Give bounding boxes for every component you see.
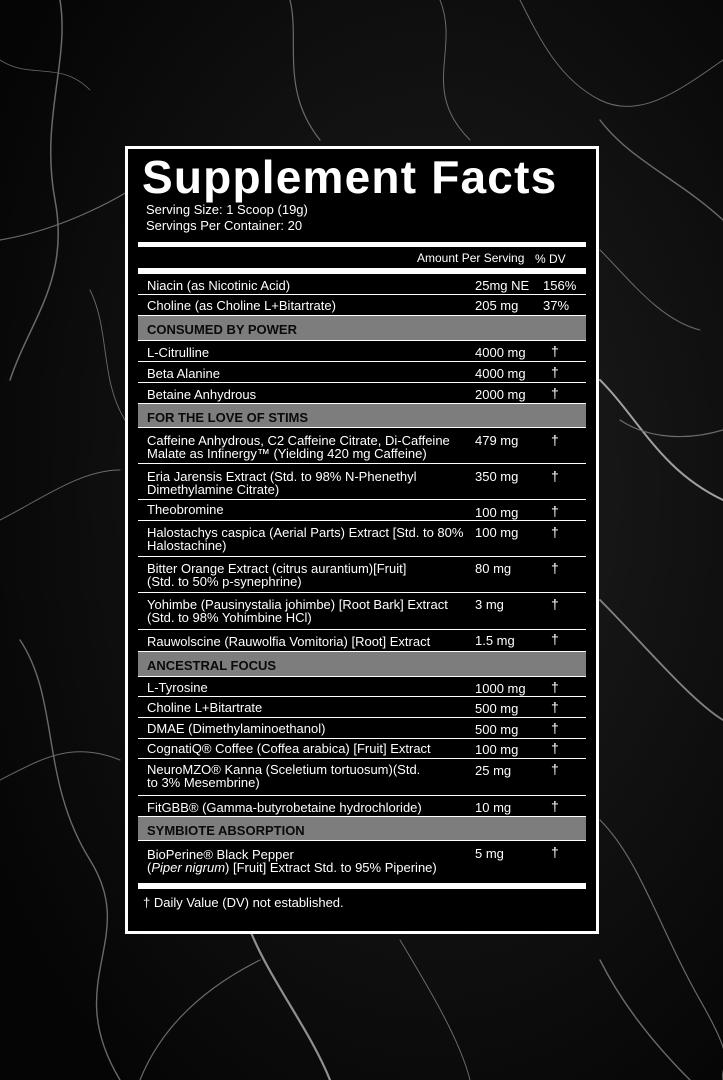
name-line-2: Malate as Infinergy™ (Yielding 420 mg Caffeine) [147, 446, 427, 461]
ingredient-name: Choline (as Choline L+Bitartrate) [147, 298, 336, 313]
section-title: SYMBIOTE ABSORPTION [147, 823, 305, 838]
name-line-2: Halostachine) [147, 538, 227, 553]
panel-title: Supplement Facts [142, 151, 558, 203]
table-row [138, 428, 586, 464]
servings-per-container: Servings Per Container: 20 [146, 218, 303, 233]
table-row [138, 697, 586, 718]
ingredient-name: Theobromine [147, 502, 224, 517]
divider-heavy [138, 883, 586, 889]
column-dv-label: % DV [535, 252, 566, 266]
ingredient-name [147, 562, 467, 588]
name-line-1: Caffeine Anhydrous, C2 Caffeine Citrate, Di-Caffeine [147, 433, 450, 448]
table-row [138, 274, 586, 295]
table-row [138, 630, 586, 652]
table-row [138, 500, 586, 521]
ingredient-amount: 350 mg [475, 469, 519, 484]
section-title: CONSUMED BY POWER [147, 322, 297, 337]
dagger-mark: † [551, 679, 559, 695]
ingredient-name: L-Citrulline [147, 345, 210, 360]
name-line-2-rest: ) [Fruit] Extract Std. to 95% Piperine) [225, 860, 437, 875]
section-header [138, 652, 586, 677]
dagger-mark: † [551, 798, 559, 814]
section-header [138, 817, 586, 841]
section-title: ANCESTRAL FOCUS [147, 658, 277, 673]
supplement-facts-panel [125, 146, 599, 934]
table-row [138, 341, 586, 362]
ingredient-name: Beta Alanine [147, 366, 221, 381]
ingredient-amount: 5 mg [475, 846, 504, 861]
section-title: FOR THE LOVE OF STIMS [147, 410, 309, 425]
ingredient-name [147, 763, 467, 789]
table-row [138, 464, 586, 500]
ingredient-amount: 10 mg [475, 800, 512, 815]
ingredient-name [147, 598, 467, 624]
dagger-mark: † [551, 720, 559, 736]
ingredient-amount: 500 mg [475, 722, 519, 737]
table-row [138, 759, 586, 796]
name-line-1: NeuroMZO® Kanna (Sceletium tortuosum)(Std. [147, 762, 421, 777]
table-row [138, 841, 586, 883]
serving-info [146, 202, 586, 234]
table-row [138, 677, 586, 697]
dagger-mark: † [551, 631, 559, 647]
dagger-mark: † [551, 844, 559, 860]
ingredient-amount: 100 mg [475, 505, 519, 520]
name-line-1: Yohimbe (Pausinystalia johimbe) [Root Bark] Extract [147, 597, 448, 612]
ingredient-name: CognatiQ® Coffee (Coffea arabica) [Fruit] Extract [147, 741, 431, 756]
ingredient-name [147, 470, 467, 496]
table-row [138, 362, 586, 383]
ingredient-amount: 479 mg [475, 433, 519, 448]
ingredient-name [147, 526, 467, 552]
dagger-mark: † [551, 560, 559, 576]
table-row [138, 593, 586, 630]
table-row [138, 557, 586, 593]
name-line-2: (Std. to 50% p-synephrine) [147, 574, 302, 589]
dagger-mark: † [551, 503, 559, 519]
ingredient-amount: 205 mg [475, 298, 519, 313]
dagger-mark: † [551, 343, 559, 359]
column-amount-label: Amount Per Serving [417, 251, 525, 265]
table-row [138, 383, 586, 404]
name-line-2: Dimethylamine Citrate) [147, 482, 280, 497]
ingredient-amount: 1.5 mg [475, 633, 515, 648]
ingredient-name: DMAE (Dimethylaminoethanol) [147, 721, 326, 736]
ingredient-name: L-Tyrosine [147, 680, 208, 695]
column-header [138, 247, 586, 268]
dagger-mark: † [551, 699, 559, 715]
name-line-2: to 3% Mesembrine) [147, 775, 260, 790]
ingredient-name: BioPerine® Black Pepper (Piper nigrum) [Fruit] Extract Std. to 95% Piperine) [147, 847, 437, 875]
ingredient-amount: 25 mg [475, 763, 512, 778]
ingredient-name: Choline L+Bitartrate [147, 700, 263, 715]
ingredient-amount: 4000 mg [475, 345, 526, 360]
dagger-mark: † [551, 740, 559, 756]
ingredient-amount: 500 mg [475, 701, 519, 716]
dagger-mark: † [551, 385, 559, 401]
ingredient-name: Betaine Anhydrous [147, 387, 257, 402]
ingredient-amount: 2000 mg [475, 387, 526, 402]
ingredient-dv: 37% [543, 298, 570, 313]
table-row [138, 718, 586, 739]
section-header [138, 404, 586, 428]
ingredient-name: Niacin (as Nicotinic Acid) [147, 278, 291, 293]
name-line-1: Eria Jarensis Extract (Std. to 98% N-Phenethyl [147, 469, 417, 484]
table-row [138, 739, 586, 759]
section-header [138, 316, 586, 341]
ingredient-amount: 4000 mg [475, 366, 526, 381]
name-line-2: (Std. to 98% Yohimbine HCl) [147, 610, 312, 625]
ingredient-amount: 100 mg [475, 525, 519, 540]
footnote: † Daily Value (DV) not established. [143, 895, 344, 910]
ingredient-amount: 1000 mg [475, 681, 526, 696]
dagger-mark: † [551, 524, 559, 540]
ingredient-name: FitGBB® (Gamma-butyrobetaine hydrochloride) [147, 800, 422, 815]
dagger-mark: † [551, 432, 559, 448]
name-line-2-italic: Piper nigrum [151, 860, 226, 875]
ingredient-name [147, 434, 467, 460]
ingredient-dv: 156% [543, 278, 577, 293]
table-row [138, 521, 586, 557]
name-line-1: Halostachys caspica (Aerial Parts) Extract [Std. to 80% [147, 525, 464, 540]
dagger-mark: † [551, 596, 559, 612]
ingredient-amount: 100 mg [475, 742, 519, 757]
name-line-1: Bitter Orange Extract (citrus aurantium)[Fruit] [147, 561, 407, 576]
dagger-mark: † [551, 761, 559, 777]
table-row [138, 295, 586, 316]
serving-size: Serving Size: 1 Scoop (19g) [146, 202, 308, 217]
dagger-mark: † [551, 364, 559, 380]
ingredient-amount: 80 mg [475, 561, 512, 576]
table-row [138, 796, 586, 817]
ingredient-name: Rauwolscine (Rauwolfia Vomitoria) [Root] Extract [147, 634, 431, 649]
dagger-mark: † [551, 468, 559, 484]
ingredient-amount: 3 mg [475, 597, 504, 612]
name-line-1: BioPerine® Black Pepper [147, 847, 294, 862]
ingredient-amount: 25mg NE [475, 278, 530, 293]
